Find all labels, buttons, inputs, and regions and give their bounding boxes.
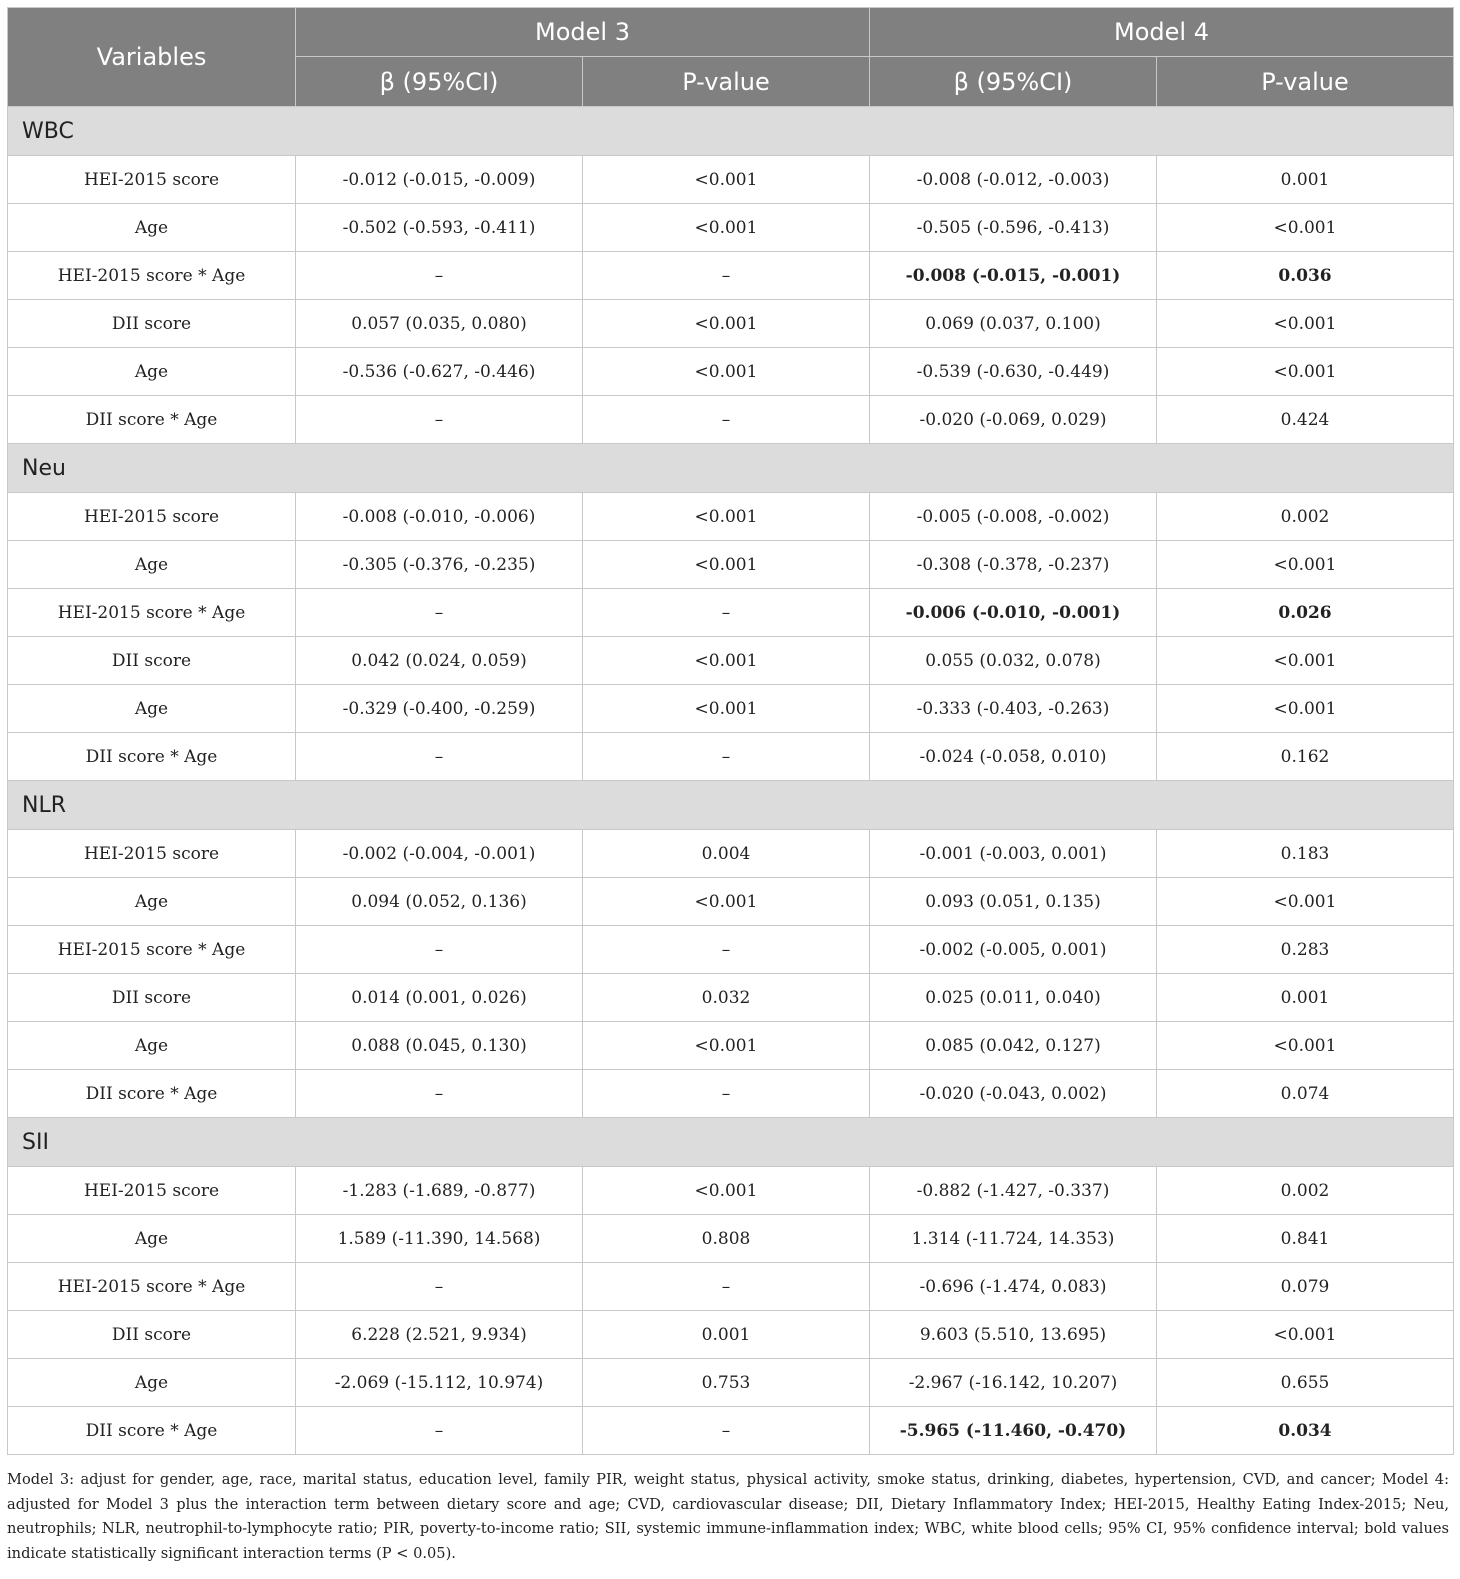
- model3-pvalue-cell: –: [583, 589, 870, 637]
- table-row: [8, 685, 1454, 733]
- table-row: [8, 926, 1454, 974]
- model3-beta-cell: –: [296, 733, 583, 781]
- table-row: [8, 1215, 1454, 1263]
- model4-pvalue-cell: 0.002: [1157, 493, 1454, 541]
- model4-beta-cell: -0.024 (-0.058, 0.010): [870, 733, 1157, 781]
- row-variable-label: HEI-2015 score: [8, 493, 296, 541]
- table-row: [8, 1167, 1454, 1215]
- row-variable-label: DII score * Age: [8, 1070, 296, 1118]
- table-row: [8, 1263, 1454, 1311]
- model4-pvalue-cell: <0.001: [1157, 204, 1454, 252]
- regression-results-table: [7, 7, 1454, 1455]
- model3-beta-cell: -1.283 (-1.689, -0.877): [296, 1167, 583, 1215]
- group-header-row: [8, 781, 1454, 830]
- model3-beta-cell: -0.502 (-0.593, -0.411): [296, 204, 583, 252]
- model3-beta-cell: 0.014 (0.001, 0.026): [296, 974, 583, 1022]
- model3-pvalue-cell: <0.001: [583, 300, 870, 348]
- row-variable-label: Age: [8, 878, 296, 926]
- row-variable-label: Age: [8, 1022, 296, 1070]
- model3-pvalue-cell: –: [583, 1407, 870, 1455]
- model3-beta-cell: -0.329 (-0.400, -0.259): [296, 685, 583, 733]
- model3-beta-cell: –: [296, 396, 583, 444]
- model4-beta-cell: -0.333 (-0.403, -0.263): [870, 685, 1157, 733]
- row-variable-label: Age: [8, 1359, 296, 1407]
- model3-pvalue-cell: 0.808: [583, 1215, 870, 1263]
- table-header: [8, 8, 1454, 107]
- model4-pvalue-cell: 0.655: [1157, 1359, 1454, 1407]
- model4-beta-cell: -0.008 (-0.015, -0.001): [870, 252, 1157, 300]
- model4-beta-cell: -2.967 (-16.142, 10.207): [870, 1359, 1157, 1407]
- table-row: [8, 252, 1454, 300]
- model4-beta-cell: -0.882 (-1.427, -0.337): [870, 1167, 1157, 1215]
- table-body: [8, 107, 1454, 1455]
- table-row: [8, 589, 1454, 637]
- model3-pvalue-cell: 0.753: [583, 1359, 870, 1407]
- model4-beta-cell: -0.008 (-0.012, -0.003): [870, 156, 1157, 204]
- model4-beta-cell: -0.001 (-0.003, 0.001): [870, 830, 1157, 878]
- model4-pvalue-cell: <0.001: [1157, 637, 1454, 685]
- model4-beta-cell: -5.965 (-11.460, -0.470): [870, 1407, 1157, 1455]
- model4-beta-cell: 0.085 (0.042, 0.127): [870, 1022, 1157, 1070]
- model3-beta-cell: –: [296, 1407, 583, 1455]
- model4-beta-cell: -0.696 (-1.474, 0.083): [870, 1263, 1157, 1311]
- table-row: [8, 1311, 1454, 1359]
- model3-beta-cell: 0.094 (0.052, 0.136): [296, 878, 583, 926]
- model3-beta-cell: –: [296, 926, 583, 974]
- model4-pvalue-cell: 0.283: [1157, 926, 1454, 974]
- group-header-row: [8, 1118, 1454, 1167]
- group-label: NLR: [8, 781, 1454, 830]
- model4-beta-cell: 9.603 (5.510, 13.695): [870, 1311, 1157, 1359]
- table-row: [8, 541, 1454, 589]
- model3-pvalue-cell: <0.001: [583, 493, 870, 541]
- model4-pvalue-cell: 0.074: [1157, 1070, 1454, 1118]
- table-row: [8, 493, 1454, 541]
- model4-pvalue-cell: 0.001: [1157, 156, 1454, 204]
- model3-beta-cell: -0.012 (-0.015, -0.009): [296, 156, 583, 204]
- model3-pvalue-cell: <0.001: [583, 204, 870, 252]
- table-footnote: Model 3: adjust for gender, age, race, marital status, education level, family PIR, weight status, physical activity, smoke status, drinking, diabetes, hypertension, CVD, and cancer; Model 4: adjusted for Model 3 plus the interaction term between dietary score and age; CVD, cardiovascular disease; DII, Dietary Inflammatory Index; HEI-2015, Healthy Eating Index-2015; Neu, neutrophils; NLR, neutrophil-to-lymphocyte ratio; PIR, poverty-to-income ratio; SII, systemic immune-inflammation index; WBC, white blood cells; 95% CI, 95% confidence interval; bold values indicate statistically significant interaction terms (P < 0.05).: [7, 1471, 1449, 1562]
- model3-beta-cell: –: [296, 589, 583, 637]
- model4-beta-cell: -0.505 (-0.596, -0.413): [870, 204, 1157, 252]
- model3-pvalue-cell: 0.004: [583, 830, 870, 878]
- row-variable-label: Age: [8, 1215, 296, 1263]
- table-row: [8, 348, 1454, 396]
- row-variable-label: HEI-2015 score * Age: [8, 252, 296, 300]
- table-row: [8, 1407, 1454, 1455]
- model4-pvalue-cell: <0.001: [1157, 878, 1454, 926]
- model4-beta-cell: 0.055 (0.032, 0.078): [870, 637, 1157, 685]
- model4-pvalue-cell: 0.183: [1157, 830, 1454, 878]
- model3-pvalue-cell: 0.032: [583, 974, 870, 1022]
- model3-pvalue-cell: –: [583, 396, 870, 444]
- row-variable-label: DII score: [8, 1311, 296, 1359]
- model3-beta-cell: -0.008 (-0.010, -0.006): [296, 493, 583, 541]
- group-label: SII: [8, 1118, 1454, 1167]
- row-variable-label: HEI-2015 score: [8, 1167, 296, 1215]
- table-row: [8, 1070, 1454, 1118]
- model4-pvalue-cell: 0.162: [1157, 733, 1454, 781]
- model3-pvalue-cell: <0.001: [583, 541, 870, 589]
- row-variable-label: DII score: [8, 637, 296, 685]
- table-row: [8, 396, 1454, 444]
- model3-pvalue-cell: –: [583, 926, 870, 974]
- table-row: [8, 204, 1454, 252]
- model4-pvalue-cell: <0.001: [1157, 1311, 1454, 1359]
- row-variable-label: HEI-2015 score * Age: [8, 1263, 296, 1311]
- table-row: [8, 156, 1454, 204]
- table-row: [8, 878, 1454, 926]
- header-model-3: Model 3: [296, 8, 870, 57]
- model4-beta-cell: -0.006 (-0.010, -0.001): [870, 589, 1157, 637]
- model4-beta-cell: -0.005 (-0.008, -0.002): [870, 493, 1157, 541]
- model4-pvalue-cell: 0.001: [1157, 974, 1454, 1022]
- table-row: [8, 300, 1454, 348]
- model4-beta-cell: 1.314 (-11.724, 14.353): [870, 1215, 1157, 1263]
- model3-beta-cell: –: [296, 1070, 583, 1118]
- table-row: [8, 637, 1454, 685]
- header-model4-beta: β (95%CI): [870, 57, 1157, 107]
- model4-beta-cell: -0.020 (-0.069, 0.029): [870, 396, 1157, 444]
- row-variable-label: HEI-2015 score * Age: [8, 926, 296, 974]
- header-model-4: Model 4: [870, 8, 1454, 57]
- model3-beta-cell: –: [296, 252, 583, 300]
- model4-beta-cell: -0.308 (-0.378, -0.237): [870, 541, 1157, 589]
- model4-pvalue-cell: 0.424: [1157, 396, 1454, 444]
- model4-beta-cell: 0.069 (0.037, 0.100): [870, 300, 1157, 348]
- model3-beta-cell: -0.536 (-0.627, -0.446): [296, 348, 583, 396]
- model3-beta-cell: –: [296, 1263, 583, 1311]
- model3-beta-cell: 1.589 (-11.390, 14.568): [296, 1215, 583, 1263]
- results-table-container: [7, 7, 1453, 1455]
- row-variable-label: DII score * Age: [8, 396, 296, 444]
- model3-beta-cell: 0.057 (0.035, 0.080): [296, 300, 583, 348]
- model4-pvalue-cell: 0.841: [1157, 1215, 1454, 1263]
- row-variable-label: DII score: [8, 974, 296, 1022]
- model4-pvalue-cell: 0.026: [1157, 589, 1454, 637]
- model3-pvalue-cell: <0.001: [583, 637, 870, 685]
- model3-pvalue-cell: <0.001: [583, 156, 870, 204]
- model3-pvalue-cell: –: [583, 252, 870, 300]
- model4-pvalue-cell: <0.001: [1157, 300, 1454, 348]
- header-model3-pvalue: P-value: [583, 57, 870, 107]
- model3-beta-cell: -2.069 (-15.112, 10.974): [296, 1359, 583, 1407]
- row-variable-label: Age: [8, 204, 296, 252]
- table-row: [8, 974, 1454, 1022]
- model3-pvalue-cell: <0.001: [583, 1022, 870, 1070]
- model4-pvalue-cell: 0.034: [1157, 1407, 1454, 1455]
- table-row: [8, 1022, 1454, 1070]
- group-label: Neu: [8, 444, 1454, 493]
- row-variable-label: Age: [8, 348, 296, 396]
- model3-pvalue-cell: –: [583, 1070, 870, 1118]
- header-model3-beta: β (95%CI): [296, 57, 583, 107]
- row-variable-label: HEI-2015 score: [8, 156, 296, 204]
- model3-beta-cell: -0.002 (-0.004, -0.001): [296, 830, 583, 878]
- model4-beta-cell: -0.539 (-0.630, -0.449): [870, 348, 1157, 396]
- model4-pvalue-cell: <0.001: [1157, 685, 1454, 733]
- row-variable-label: Age: [8, 685, 296, 733]
- row-variable-label: DII score * Age: [8, 733, 296, 781]
- model3-beta-cell: 6.228 (2.521, 9.934): [296, 1311, 583, 1359]
- model3-pvalue-cell: <0.001: [583, 1167, 870, 1215]
- model4-beta-cell: 0.093 (0.051, 0.135): [870, 878, 1157, 926]
- row-variable-label: HEI-2015 score * Age: [8, 589, 296, 637]
- model4-pvalue-cell: 0.002: [1157, 1167, 1454, 1215]
- model4-beta-cell: -0.002 (-0.005, 0.001): [870, 926, 1157, 974]
- row-variable-label: HEI-2015 score: [8, 830, 296, 878]
- model3-beta-cell: 0.042 (0.024, 0.059): [296, 637, 583, 685]
- table-row: [8, 1359, 1454, 1407]
- row-variable-label: Age: [8, 541, 296, 589]
- table-row: [8, 733, 1454, 781]
- group-header-row: [8, 444, 1454, 493]
- model3-pvalue-cell: <0.001: [583, 878, 870, 926]
- row-variable-label: DII score * Age: [8, 1407, 296, 1455]
- model4-pvalue-cell: 0.079: [1157, 1263, 1454, 1311]
- row-variable-label: DII score: [8, 300, 296, 348]
- model4-pvalue-cell: <0.001: [1157, 541, 1454, 589]
- model3-pvalue-cell: –: [583, 1263, 870, 1311]
- model4-pvalue-cell: <0.001: [1157, 1022, 1454, 1070]
- model4-pvalue-cell: 0.036: [1157, 252, 1454, 300]
- model3-beta-cell: -0.305 (-0.376, -0.235): [296, 541, 583, 589]
- group-header-row: [8, 107, 1454, 156]
- model3-pvalue-cell: <0.001: [583, 348, 870, 396]
- model3-pvalue-cell: 0.001: [583, 1311, 870, 1359]
- model3-beta-cell: 0.088 (0.045, 0.130): [296, 1022, 583, 1070]
- model3-pvalue-cell: <0.001: [583, 685, 870, 733]
- model4-beta-cell: -0.020 (-0.043, 0.002): [870, 1070, 1157, 1118]
- header-variables: Variables: [8, 8, 296, 107]
- model4-beta-cell: 0.025 (0.011, 0.040): [870, 974, 1157, 1022]
- group-label: WBC: [8, 107, 1454, 156]
- header-model4-pvalue: P-value: [1157, 57, 1454, 107]
- model4-pvalue-cell: <0.001: [1157, 348, 1454, 396]
- table-row: [8, 830, 1454, 878]
- model3-pvalue-cell: –: [583, 733, 870, 781]
